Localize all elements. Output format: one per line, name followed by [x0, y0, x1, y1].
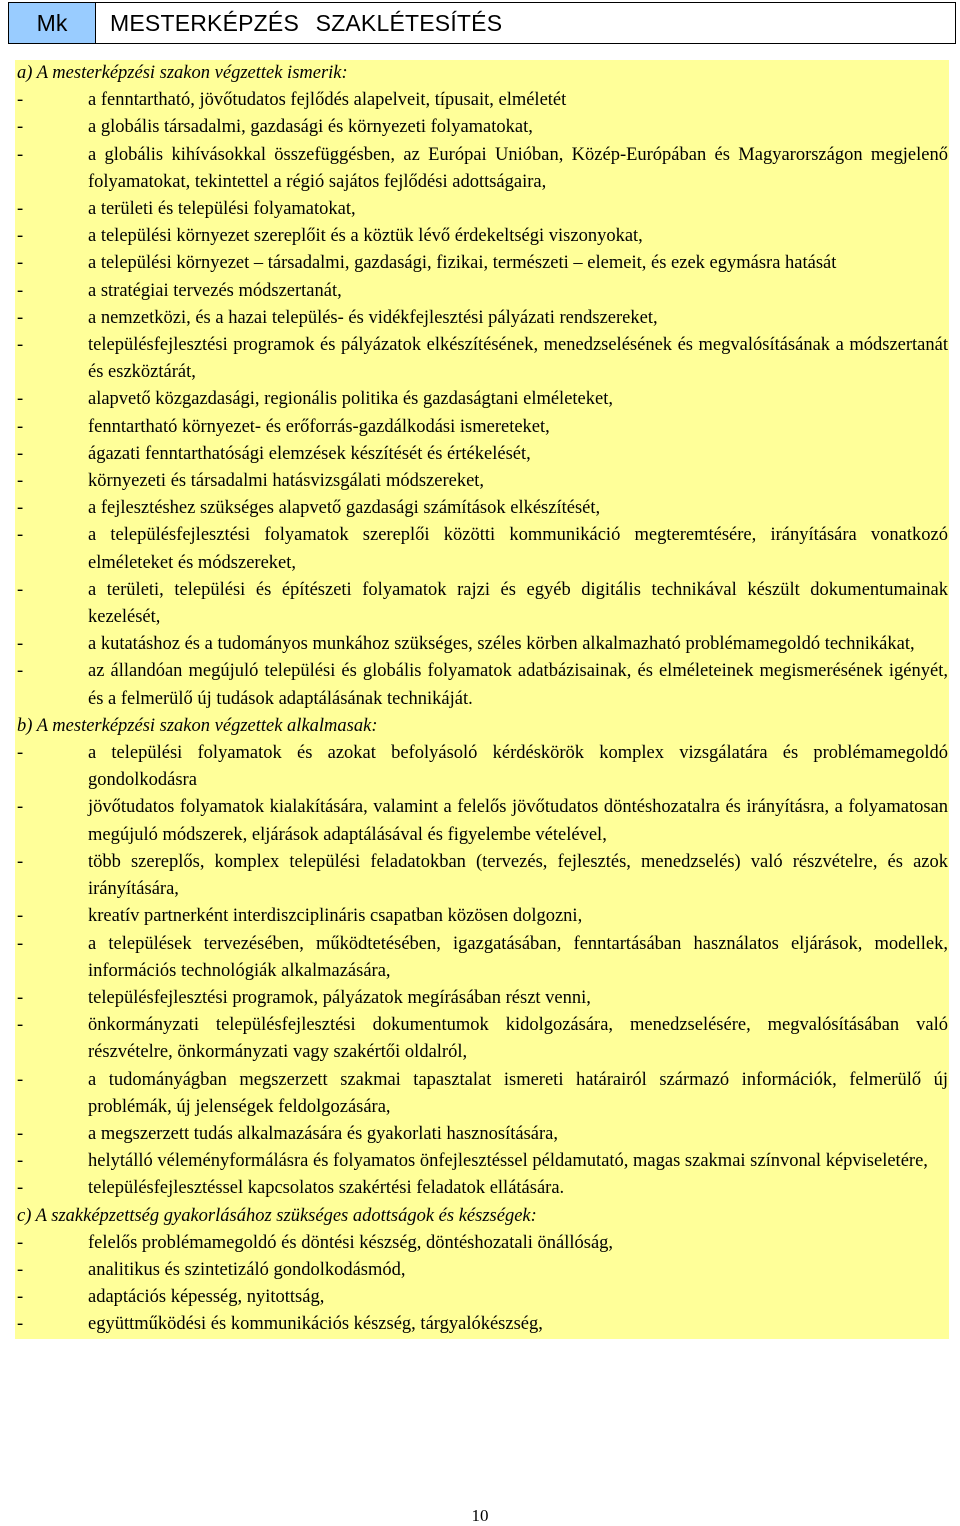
bullet-dash: -: [17, 335, 24, 356]
list-item: [15, 414, 949, 441]
list-item-text: a települési környezet szereplőit és a köztük lévő érdekeltségi viszonyokat,: [88, 226, 643, 247]
bullet-dash: -: [17, 1287, 24, 1308]
list-item: [15, 931, 949, 985]
list-item-text: adaptációs képesség, nyitottság,: [88, 1287, 325, 1308]
section-heading: a) A mesterképzési szakon végzettek ismerik:: [17, 63, 348, 83]
list-item-text: a települések tervezésében, működtetésében, igazgatásában, fenntartásában használatos eljárások, modellek, információs technológiák alkalmazására,: [88, 933, 948, 981]
list-item: [15, 631, 949, 658]
bullet-dash: -: [17, 443, 24, 464]
bullet-dash: -: [17, 1069, 24, 1090]
list-item-text: településfejlesztéssel kapcsolatos szakértési feladatok ellátására.: [88, 1178, 565, 1199]
list-item-text: kreatív partnerként interdiszciplináris csapatban közösen dolgozni,: [88, 906, 583, 927]
list-item-text: a területi és települési folyamatokat,: [88, 199, 356, 220]
header-code: Mk: [9, 3, 96, 43]
list-item-text: a stratégiai tervezés módszertanát,: [88, 280, 342, 301]
list-item-text: együttműködési és kommunikációs készség, tárgyalókészség,: [88, 1314, 543, 1335]
bullet-dash: -: [17, 851, 24, 872]
list-item: [15, 278, 949, 305]
list-item-text: jövőtudatos folyamatok kialakítására, valamint a felelős jövőtudatos döntéshozatalra és irányításra, a folyamatosan megújuló módszerek, eljárások adaptálásával és figyelembe vételével,: [88, 797, 948, 845]
list-item: [15, 794, 949, 848]
page-header: [8, 2, 956, 44]
list-item: [15, 1284, 949, 1311]
list-item-text: több szereplős, komplex települési feladatokban (tervezés, fejlesztés, menedzselés) való részvételre, és azok irányítására,: [88, 851, 948, 900]
list-item-text: a nemzetközi, és a hazai település- és vidékfejlesztési pályázati rendszereket,: [88, 307, 658, 328]
section-heading: c) A szakképzettség gyakorlásához szükséges adottságok és készségek:: [17, 1205, 537, 1226]
list-item: [15, 495, 949, 522]
list-item-text: a településfejlesztési folyamatok szereplői közötti kommunikáció megteremtésére, irányítására vonatkozó elméleteket és módszereket,: [88, 525, 948, 573]
bullet-dash: -: [17, 579, 24, 600]
list-item: [15, 332, 949, 386]
list-item: [15, 250, 949, 277]
list-item: [15, 1067, 949, 1121]
list-item-text: környezeti és társadalmi hatásvizsgálati módszereket,: [88, 471, 485, 492]
list-item-text: a globális kihívásokkal összefüggésben, az Európai Unióban, Közép-Európában és Magyarországon megjelenő folyamatokat, tekintettel a régió sajátos fejlődési adottságaira,: [88, 144, 948, 192]
list-item-text: a fenntartható, jövőtudatos fejlődés alapelveit, típusait, elméletét: [88, 90, 567, 111]
list-item: [15, 522, 949, 576]
content-area: [15, 60, 949, 1339]
list-item-text: a fejlesztéshez szükséges alapvető gazdasági számítások elkészítését,: [88, 498, 601, 519]
list-item: [15, 114, 949, 141]
list-item-text: a megszerzett tudás alkalmazására és gyakorlati hasznosítására,: [88, 1123, 558, 1144]
list-item: [15, 1230, 949, 1257]
bullet-dash: -: [17, 906, 24, 927]
page-number: 10: [471, 1506, 489, 1525]
bullet-dash: -: [17, 661, 24, 682]
bullet-dash: -: [17, 933, 24, 954]
list-item-text: felelős problémamegoldó és döntési készség, döntéshozatali önállóság,: [88, 1232, 614, 1253]
list-item: [15, 985, 949, 1012]
list-item: [15, 87, 949, 114]
list-item-text: településfejlesztési programok, pályázatok megírásában részt venni,: [88, 987, 591, 1008]
bullet-dash: -: [17, 307, 24, 328]
list-item: [15, 1012, 949, 1066]
bullet-dash: -: [17, 1314, 24, 1335]
bullet-dash: -: [17, 498, 24, 519]
list-item: [15, 305, 949, 332]
list-item: [15, 142, 949, 196]
list-item: [15, 223, 949, 250]
bullet-dash: -: [17, 1015, 24, 1036]
list-item-text: a települési környezet – társadalmi, gazdasági, fizikai, természeti – elemeit, és ezek egymásra hatását: [88, 253, 837, 274]
list-item: [15, 468, 949, 495]
bullet-dash: -: [17, 797, 24, 818]
bullet-dash: -: [17, 144, 24, 165]
list-item: [15, 1257, 949, 1284]
bullet-dash: -: [17, 199, 24, 220]
bullet-dash: -: [17, 1178, 24, 1199]
list-item: [15, 577, 949, 631]
list-item: [15, 740, 949, 794]
list-item-text: a tudományágban megszerzett szakmai tapasztalat ismereti határairól származó információk, felmerülő új problémák, új jelenségek feldolgozására,: [88, 1069, 948, 1117]
bullet-dash: -: [17, 471, 24, 492]
list-item-text: településfejlesztési programok és pályázatok elkészítésének, menedzselésének és megvalósításának a módszertanát és eszköztárát,: [88, 335, 948, 383]
list-item-text: a települési folyamatok és azokat befolyásoló kérdéskörök komplex vizsgálatára és problémamegoldó gondolkodásra: [88, 743, 948, 791]
list-item-text: a kutatáshoz és a tudományos munkához szükséges, széles körben alkalmazható problémamegoldó technikákat,: [88, 634, 915, 655]
section-heading: b) A mesterképzési szakon végzettek alkalmasak:: [17, 715, 378, 736]
list-item-text: a globális társadalmi, gazdasági és környezeti folyamatokat,: [88, 117, 533, 138]
list-item: [15, 903, 949, 930]
bullet-dash: -: [17, 525, 24, 546]
bullet-dash: -: [17, 117, 24, 138]
bullet-dash: -: [17, 226, 24, 247]
list-item: [15, 658, 949, 712]
bullet-dash: -: [17, 253, 24, 274]
list-item: [15, 1148, 949, 1175]
bullet-dash: -: [17, 280, 24, 301]
bullet-dash: -: [17, 1232, 24, 1253]
list-item-text: a területi, települési és építészeti folyamatok rajzi és egyéb digitális technikával készült dokumentumainak kezelését,: [88, 579, 948, 628]
list-item: [15, 441, 949, 468]
bullet-dash: -: [17, 389, 24, 410]
list-item: [15, 1121, 949, 1148]
list-item-text: alapvető közgazdasági, regionális politika és gazdaságtani elméleteket,: [88, 389, 613, 410]
list-item-text: az állandóan megújuló települési és globális folyamatok adatbázisainak, és elméleteinek megismerésének igényét, és a felmerülő új tudások adaptálásának technikáját.: [88, 661, 948, 709]
bullet-dash: -: [17, 1123, 24, 1144]
bullet-dash: -: [17, 1151, 24, 1172]
list-item: [15, 1175, 949, 1202]
bullet-dash: -: [17, 634, 24, 655]
header-title: MESTERKÉPZÉS SZAKLÉTESÍTÉS: [110, 9, 503, 36]
list-item: [15, 196, 949, 223]
list-item-text: fenntartható környezet- és erőforrás-gazdálkodási ismereteket,: [88, 416, 550, 437]
bullet-dash: -: [17, 90, 24, 111]
list-item-text: ágazati fenntarthatósági elemzések készítését és értékelését,: [88, 443, 531, 464]
bullet-dash: -: [17, 1259, 24, 1280]
bullet-dash: -: [17, 416, 24, 437]
list-item: [15, 849, 949, 903]
list-item: [15, 1311, 949, 1338]
bullet-dash: -: [17, 743, 24, 764]
list-item-text: önkormányzati településfejlesztési dokumentumok kidolgozására, menedzselésére, megvalósításában való részvételre, önkormányzati vagy szakértői oldalról,: [88, 1015, 948, 1063]
bullet-dash: -: [17, 987, 24, 1008]
list-item-text: analitikus és szintetizáló gondolkodásmód,: [88, 1259, 406, 1280]
list-item-text: helytálló véleményformálásra és folyamatos önfejlesztéssel példamutató, magas szakmai színvonal képviseletére,: [88, 1151, 928, 1172]
list-item: [15, 386, 949, 413]
